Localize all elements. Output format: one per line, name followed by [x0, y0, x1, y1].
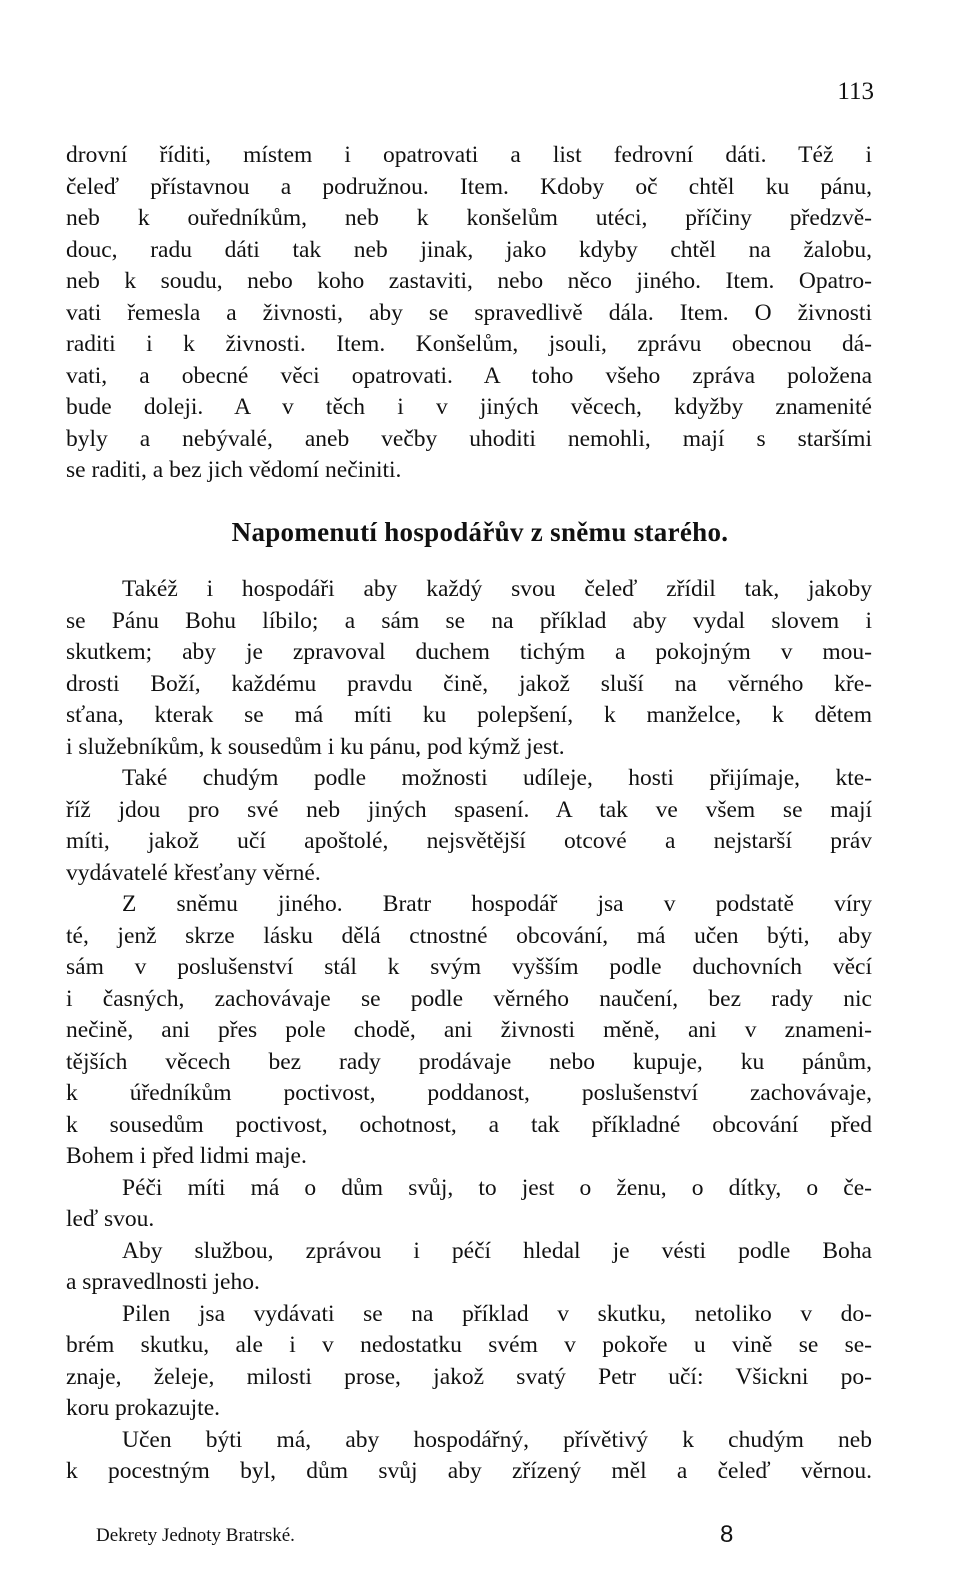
text-line: neb k ouředníkům, neb k konšelům utéci, příčiny předzvě- [66, 205, 872, 231]
text-line: sťana, kterak se má míti ku polepšení, k manželce, k dětem [66, 702, 872, 728]
text-line: bude doleji. A v těch i v jiných věcech, kdyžby znamenité [66, 394, 872, 420]
text-line: drosti Boží, každému pravdu čině, jakož sluší na věrného kře- [66, 670, 872, 697]
text-line: Péči míti má o dům svůj, to jest o ženu, o dítky, o če- [122, 1174, 872, 1201]
text-line: i časných, zachovávaje se podle věrného naučení, bez rady nic [66, 985, 872, 1012]
text-line: i služebníkům, k sousedům i ku pánu, pod kýmž jest. [66, 733, 565, 760]
text-line: Takéž i hospodáři aby každý svou čeleď zřídil tak, jakoby [122, 576, 872, 602]
text-line: koru prokazujte. [66, 1395, 221, 1421]
text-line: znaje, želeje, milosti prose, jakož svatý Petr učí: Všickni po- [66, 1363, 872, 1390]
paragraph-block-1 [66, 140, 872, 487]
text-line: sám v poslušenství stál k svým vyšším podle duchovních věcí [66, 954, 872, 980]
text-line: k pocestným byl, dům svůj aby zřízený měl a čeleď věrnou. [66, 1458, 872, 1484]
text-line: neb k soudu, nebo koho zastaviti, nebo něco jiného. Item. Opatro- [66, 268, 872, 294]
paragraph-block-2 [66, 574, 872, 1488]
text-line: vydávatelé křesťany věrné. [66, 859, 321, 886]
text-line: tějších věcech bez rady prodávaje nebo kupuje, ku pánům, [66, 1048, 872, 1075]
text-line: k úředníkům poctivost, poddanost, poslušenství zachovávaje, [66, 1080, 872, 1106]
section-heading: Napomenutí hospodářův z sněmu starého. [231, 517, 729, 547]
text-line: Aby službou, zprávou i péčí hledal je vésti podle Boha [122, 1237, 872, 1264]
signature-mark: 8 [720, 1521, 734, 1548]
text-line: byly a nebývalé, aneb večby uhoditi nemohli, mají s staršími [66, 425, 872, 452]
text-line: se raditi, a bez jich vědomí nečiniti. [66, 457, 402, 483]
text-line: raditi i k živnosti. Item. Konšelům, jsouli, zprávu obecnou dá- [66, 331, 872, 357]
text-line: té, jenž skrze lásku dělá ctnostné obcování, má učen býti, aby [66, 922, 872, 949]
text-line: Také chudým podle možnosti udíleje, hosti přijímaje, kte- [122, 765, 872, 791]
text-line: brém skutku, ale i v nedostatku svém v pokoře u vině se se- [66, 1332, 872, 1358]
text-line: drovní říditi, místem i opatrovati a list fedrovní dáti. Též i [66, 142, 872, 168]
text-line: se Pánu Bohu líbilo; a sám se na příklad aby vydal slovem i [66, 607, 872, 634]
text-line: říž jdou pro své neb jiných spasení. A tak ve všem se mají [66, 796, 872, 823]
page-number: 113 [837, 78, 874, 105]
text-line: Pilen jsa vydávati se na příklad v skutku, netoliko v do- [122, 1300, 872, 1327]
text-line: Z sněmu jiného. Bratr hospodář jsa v podstatě víry [122, 891, 872, 917]
text-line: k sousedům poctivost, ochotnost, a tak příkladné obcování před [66, 1111, 872, 1138]
text-line: skutkem; aby je zpravoval duchem tichým a pokojným v mou- [66, 639, 872, 665]
text-line: nečině, ani přes pole chodě, ani živnosti měně, ani v znameni- [66, 1017, 872, 1043]
text-line: douc, radu dáti tak neb jinak, jako kdyby chtěl na žalobu, [66, 236, 872, 263]
text-line: a spravedlnosti jeho. [66, 1269, 260, 1295]
text-line: vati řemesla a živnosti, aby se spravedlivě dála. Item. O živnosti [66, 299, 872, 326]
text-line: čeleď přístavnou a podružnou. Item. Kdoby oč chtěl ku pánu, [66, 173, 872, 200]
text-line: Bohem i před lidmi maje. [66, 1143, 307, 1169]
text-line: Učen býti má, aby hospodářný, přívětivý k chudým neb [122, 1426, 872, 1453]
footer-title: Dekrety Jednoty Bratrské. [96, 1525, 295, 1546]
text-line: vati, a obecné věci opatrovati. A toho všeho zpráva položena [66, 362, 872, 389]
text-line: leď svou. [66, 1206, 155, 1232]
footer [96, 1521, 736, 1548]
text-line: míti, jakož učí apoštolé, nejsvětější otcové a nejstarší práv [66, 828, 872, 854]
